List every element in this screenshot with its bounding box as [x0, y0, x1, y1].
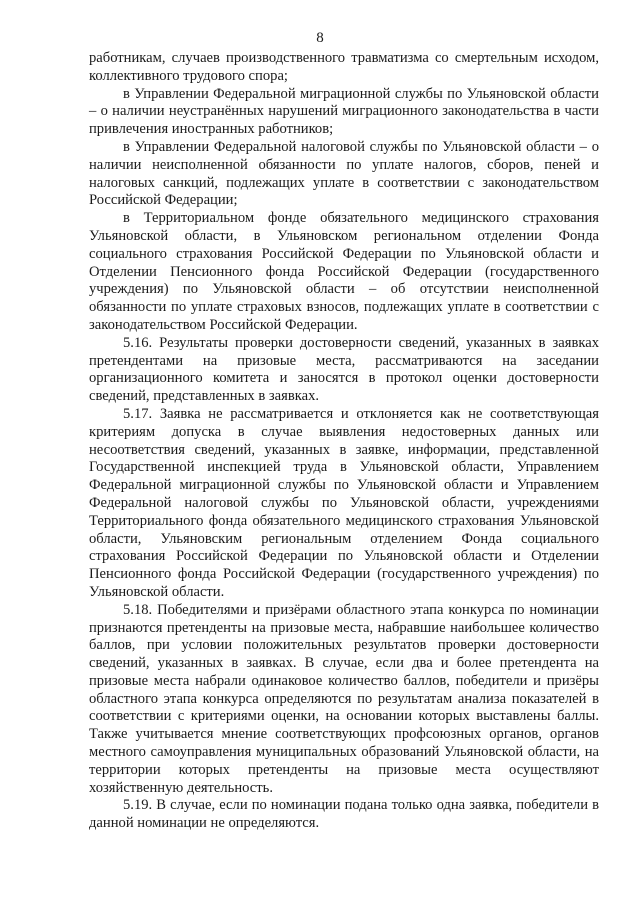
paragraph-5-18: 5.18. Победителями и призёрами областного этапа конкурса по номинации признаются претенденты на призовые места, набравшие наибольшее количество баллов, при условии положительных результатов проверки достоверности сведений, указанных в заявках. В случае, если два и более претендента на призовые места набрали одинаковое количество баллов, победители и призёры областного этапа конкурса определяются по результатам анализа показателей в соответствии с критериями оценки, на основании которых выставлены баллы. Также учитывается мнение соответствующих профсоюзных органов, органов местного самоуправления муниципальных образований Ульяновской области, на территории которых претенденты на призовые места осуществляют хозяйственную деятельность. — [89, 601, 599, 796]
paragraph-tax-service: в Управлении Федеральной налоговой службы по Ульяновской области – о наличии неисполненной обязанности по уплате налогов, сборов, пеней и налоговых санкций, подлежащих уплате в соответствии с законодательством Российской Федерации; — [89, 138, 599, 209]
page-number: 8 — [316, 30, 324, 46]
paragraph-continuation: работникам, случаев производственного травматизма со смертельным исходом, коллективного трудового спора; — [89, 50, 599, 84]
paragraph-5-16: 5.16. Результаты проверки достоверности сведений, указанных в заявках претендентами на призовые места, рассматриваются на заседании организационного комитета и заносятся в протокол оценки достоверности сведений, представленных в заявках. — [89, 334, 599, 405]
paragraph-5-17: 5.17. Заявка не рассматривается и отклоняется как не соответствующая критериям допуска в случае выявления недостоверных данных или несоответствия сведений, указанных в заявке, информации, представленной Государственной инспекцией труда в Ульяновской области, Управлением Федеральной миграционной службы по Ульяновской области и Управлением Федеральной налоговой службы по Ульяновской области, учреждениями Территориального фонда обязательного медицинского страхования Ульяновской области, Ульяновским региональным отделением Фонда социального страхования Российской Федерации по Ульяновской области и Отделении Пенсионного фонда Российской Федерации (государственного учреждения) по Ульяновской области. — [89, 405, 599, 600]
paragraph-5-19: 5.19. В случае, если по номинации подана только одна заявка, победители в данной номинации не определяются. — [89, 797, 599, 832]
document-body — [89, 50, 599, 833]
paragraph-insurance-funds: в Территориальном фонде обязательного медицинского страхования Ульяновской области, в Ульяновском региональном отделении Фонда социального страхования Российской Федерации по Ульяновской области и Отделении Пенсионного фонда Российской Федерации (государственного учреждения) по Ульяновской области – об отсутствии неисполненной обязанности по уплате страховых взносов, подлежащих уплате в соответствии с законодательством Российской Федерации. — [89, 210, 599, 333]
paragraph-migration-service: в Управлении Федеральной миграционной службы по Ульяновской области – о наличии неустранённых нарушений миграционного законодательства в части привлечения иностранных работников; — [89, 85, 599, 138]
